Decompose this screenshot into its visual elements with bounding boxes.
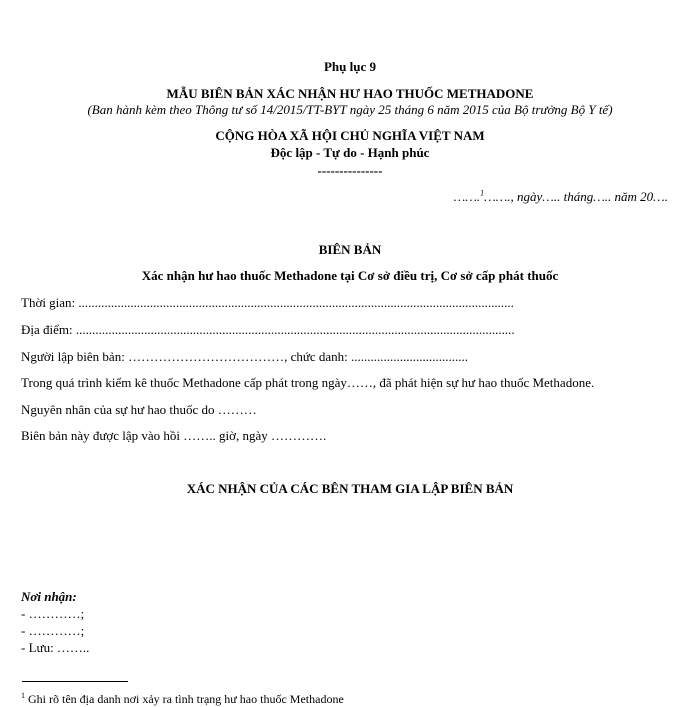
date-place-blank: ……. <box>453 189 481 204</box>
field-completed: Biên bản này được lập vào hồi …….. giờ, ngày …………. <box>21 428 327 443</box>
recipient-line-1: - …………; <box>21 606 85 621</box>
field-cause: Nguyên nhân của sự hư hao thuốc do ……… <box>21 402 257 417</box>
appendix-label: Phụ lục 9 <box>323 59 376 74</box>
header-separator: --------------- <box>317 163 383 178</box>
recipient-line-archive: - Lưu: …….. <box>21 640 90 655</box>
national-motto: Độc lập - Tự do - Hạnh phúc <box>270 145 430 160</box>
field-inventory: Trong quá trình kiểm kê thuốc Methadone cấp phát trong ngày……, đã phát hiện sự hư hao thuốc Methadone. <box>21 375 595 390</box>
footnote <box>21 691 344 707</box>
date-rest: ……., ngày….. tháng….. năm 20…. <box>484 189 668 204</box>
footnote-text: Ghi rõ tên địa danh nơi xảy ra tình trạng hư hao thuốc Methadone <box>28 692 344 706</box>
country-name: CỘNG HÒA XÃ HỘI CHỦ NGHĨA VIỆT NAM <box>215 128 485 143</box>
issued-note: (Ban hành kèm theo Thông tư số 14/2015/TT-BYT ngày 25 tháng 6 năm 2015 của Bộ trưởng Bộ Y tế) <box>87 102 613 117</box>
record-title: BIÊN BẢN <box>318 242 382 257</box>
confirmation-heading: XÁC NHẬN CỦA CÁC BÊN THAM GIA LẬP BIÊN BẢN <box>186 481 514 496</box>
field-author: Người lập biên bản: ………………………………, chức danh: .................................... <box>21 349 469 364</box>
recipient-line-2: - …………; <box>21 623 85 638</box>
record-subtitle: Xác nhận hư hao thuốc Methadone tại Cơ sở điều trị, Cơ sở cấp phát thuốc <box>141 268 559 283</box>
field-time: Thời gian: ...................................................................................................................................... <box>21 295 514 310</box>
recipients-label: Nơi nhận: <box>21 589 77 604</box>
date-line <box>454 189 668 205</box>
field-place: Địa điểm: ....................................................................................................................................... <box>21 322 515 337</box>
footnote-divider <box>22 681 128 682</box>
footnote-mark: 1 <box>21 691 25 700</box>
footnote-reference: 1 <box>480 188 485 198</box>
form-title: MẪU BIÊN BẢN XÁC NHẬN HƯ HAO THUỐC METHADONE <box>166 86 534 101</box>
